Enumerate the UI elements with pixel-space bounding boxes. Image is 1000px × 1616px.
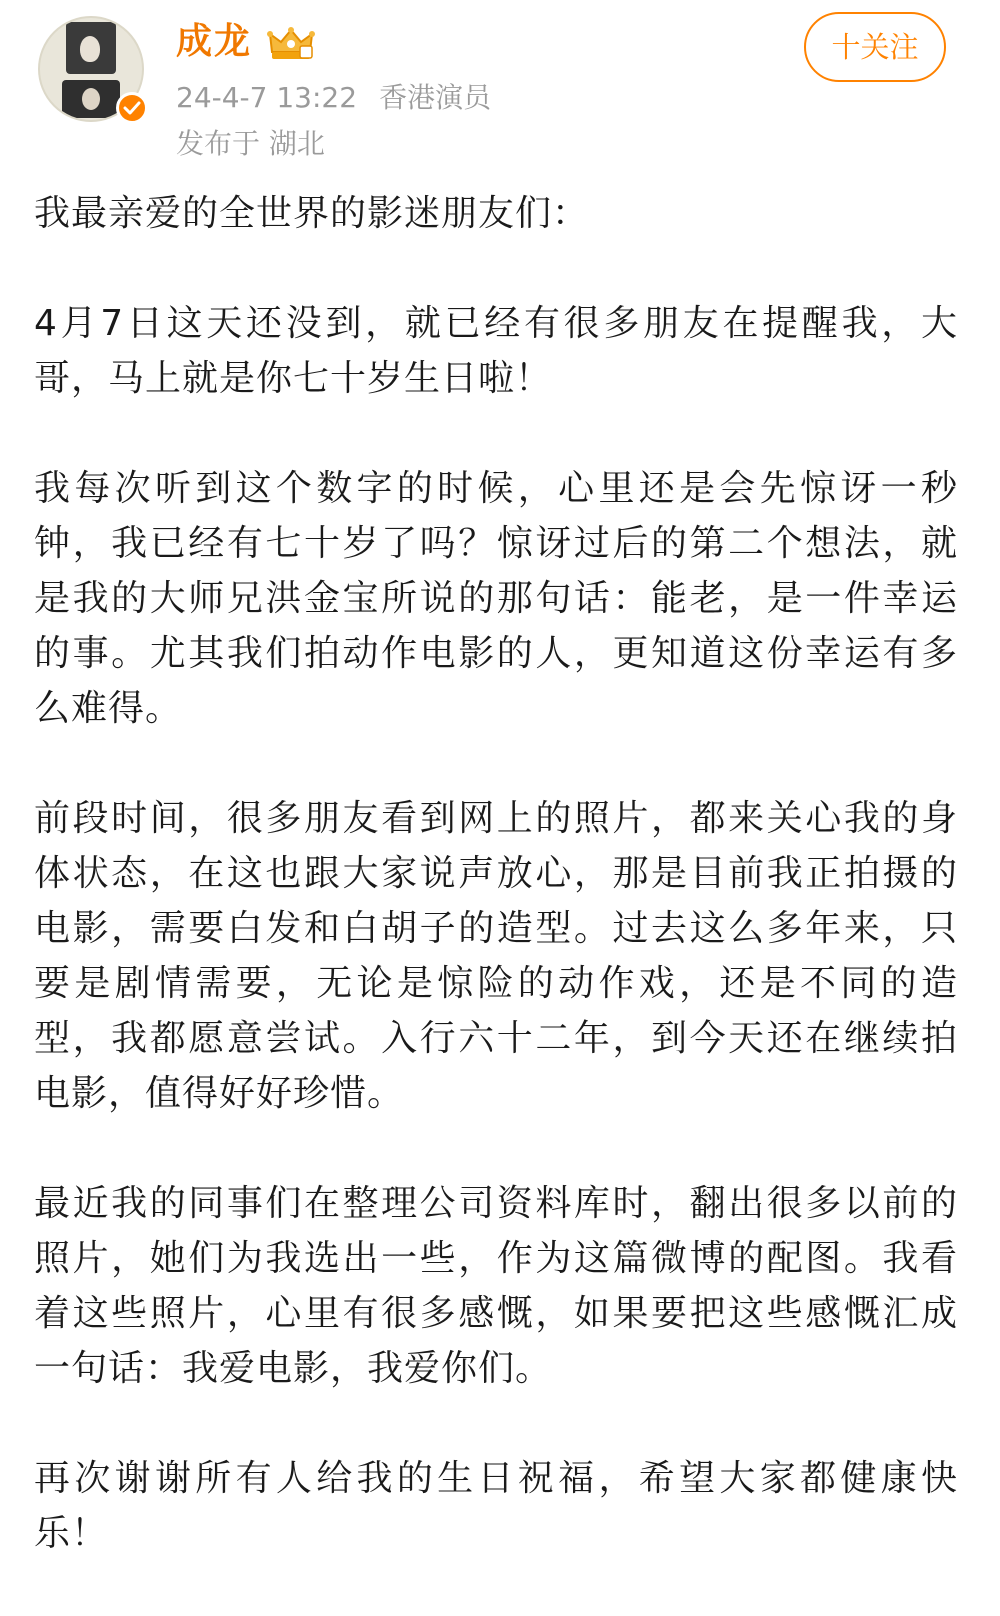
post-paragraph: 前段时间，很多朋友看到网上的照片，都来关心我的身体状态，在这也跟大家说声放心，那是目前我正拍摄的电影，需要白发和白胡子的造型。过去这么多年来，只要是剧情需要，无论是惊险的动作戏，还是不同的造型，我都愿意尝试。入行六十二年，到今天还在继续拍电影，值得好好珍惜。 [34, 798, 958, 1114]
post-content [34, 186, 958, 1616]
post-paragraph: 最近我的同事们在整理公司资料库时，翻出很多以前的照片，她们为我选出一些，作为这篇微博的配图。我看着这些照片，心里有很多感慨，如果要把这些感慨汇成一句话：我爱电影，我爱你们。 [34, 1183, 958, 1389]
user-name[interactable]: 成龙 [176, 21, 253, 62]
avatar-photo-bottom [62, 80, 120, 118]
follow-button[interactable]: 十关注 [804, 12, 946, 82]
post-date-time[interactable]: 24-4-7 13:22 [176, 81, 358, 114]
verified-check-icon [116, 92, 148, 124]
avatar-photo-top [66, 22, 116, 74]
post-meta [176, 80, 491, 116]
post-location: 发布于 湖北 [176, 127, 325, 160]
post-paragraph: 再次谢谢所有人给我的生日祝福，希望大家都健康快乐！ [34, 1458, 958, 1554]
user-identity: 香港演员 [379, 81, 492, 114]
post-paragraph: 我每次听到这个数字的时候，心里还是会先惊讶一秒钟，我已经有七十岁了吗？惊讶过后的第二个想法，就是我的大师兄洪金宝所说的那句话：能老，是一件幸运的事。尤其我们拍动作电影的人，更知道这份幸运有多么难得。 [34, 468, 958, 729]
avatar[interactable] [38, 16, 144, 122]
post-header [0, 0, 1000, 180]
post-paragraph: 4月7日这天还没到，就已经有很多朋友在提醒我，大哥，马上就是你七十岁生日啦！ [34, 303, 958, 399]
post-paragraph: 我最亲爱的全世界的影迷朋友们： [34, 193, 590, 234]
crown-badge-icon[interactable] [266, 24, 316, 62]
